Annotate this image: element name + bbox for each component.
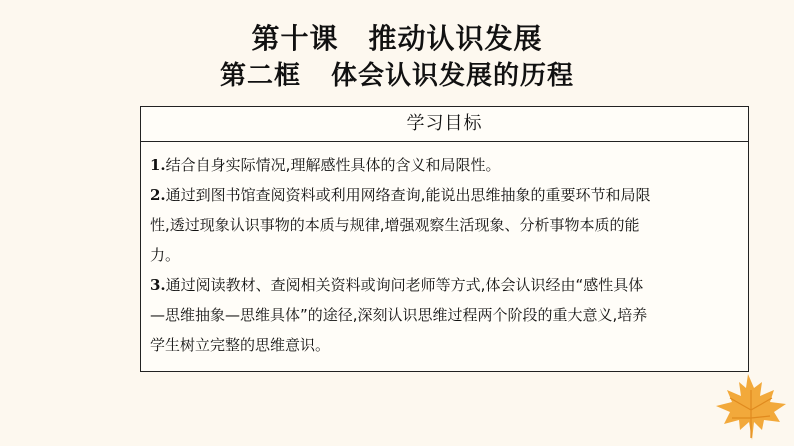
- lesson-number: 第十课: [251, 22, 339, 55]
- section-title: [0, 60, 794, 92]
- objectives-heading: 学习目标: [141, 107, 748, 142]
- objective-item-3: [150, 270, 742, 300]
- objective-text: 通过到图书馆查阅资料或利用网络查询,能说出思维抽象的重要环节和局限: [165, 186, 651, 204]
- maple-leaf-icon: [712, 370, 792, 442]
- objectives-list: [141, 142, 748, 366]
- objective-number: 3.: [150, 276, 166, 294]
- objective-item-3-line-3: 学生树立完整的思维意识。: [150, 336, 331, 354]
- objective-item-2-line-3: 力。: [150, 246, 181, 264]
- lesson-title: [0, 22, 794, 56]
- objective-item-2-line-2: 性,透过现象认识事物的本质与规律,增强观察生活现象、分析事物本质的能: [150, 216, 640, 234]
- objective-item-2: [150, 180, 742, 210]
- objective-item-3-line-2: —思维抽象—思维具体”的途径,深刻认识思维过程两个阶段的重大意义,培养: [150, 306, 648, 324]
- objective-text: 结合自身实际情况,理解感性具体的含义和局限性。: [165, 156, 501, 174]
- objective-text: 通过阅读教材、查阅相关资料或询问老师等方式,体会认识经由“感性具体: [165, 276, 644, 294]
- learning-objectives-box: [140, 106, 749, 372]
- objective-number: 1.: [150, 156, 166, 174]
- objective-number: 2.: [150, 186, 166, 204]
- lesson-title-text: 推动认识发展: [368, 22, 543, 55]
- section-title-text: 体会认识发展的历程: [331, 61, 575, 91]
- objective-item-1: [150, 150, 742, 180]
- section-number: 第二框: [219, 61, 301, 91]
